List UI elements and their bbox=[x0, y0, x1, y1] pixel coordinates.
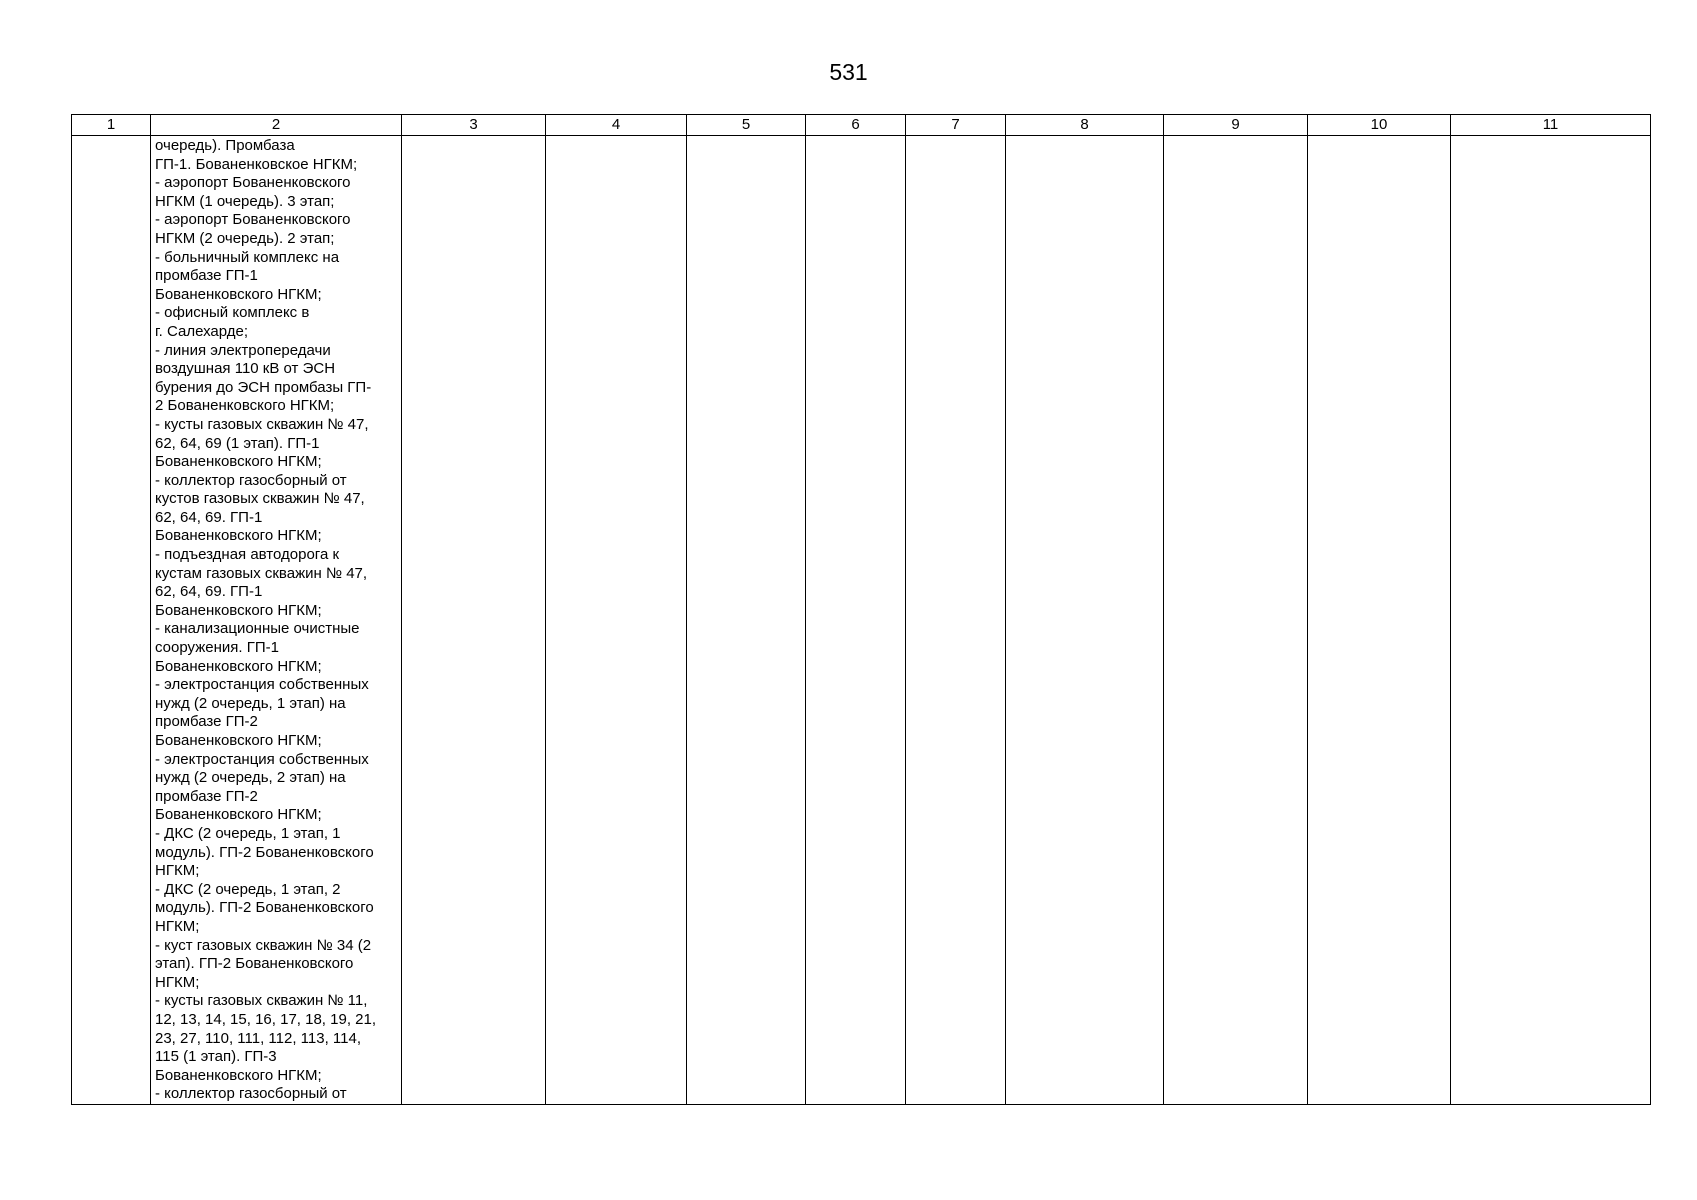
column-header-3: 3 bbox=[402, 115, 546, 136]
cell-line: - коллектор газосборный от bbox=[155, 1085, 347, 1103]
cell-line: 62, 64, 69 (1 этап). ГП-1 bbox=[155, 434, 320, 452]
cell-line: - куст газовых скважин № 34 (2 bbox=[155, 936, 372, 954]
cell-line: - ДКС (2 очередь, 1 этап, 2 bbox=[155, 880, 341, 898]
cell-line: - кусты газовых скважин № 11, bbox=[155, 992, 368, 1010]
cell-line: кустов газовых скважин № 47, bbox=[155, 490, 365, 508]
cell-line: - канализационные очистные bbox=[155, 620, 360, 638]
header-row bbox=[72, 115, 1651, 136]
cell-line: НГКМ; bbox=[155, 973, 200, 991]
cell-line: - подъездная автодорога к bbox=[155, 546, 340, 564]
cell-line: - офисный комплекс в bbox=[155, 304, 310, 322]
cell-line: 12, 13, 14, 15, 16, 17, 18, 19, 21, bbox=[155, 1010, 377, 1028]
cell-line: промбазе ГП-1 bbox=[155, 267, 258, 285]
cell-col-9 bbox=[1164, 136, 1308, 1105]
cell-line: - электростанция собственных bbox=[155, 676, 369, 694]
cell-col-5 bbox=[687, 136, 806, 1105]
cell-line: ГП-1. Бованенковское НГКМ; bbox=[155, 155, 358, 173]
cell-line: - аэропорт Бованенковского bbox=[155, 174, 351, 192]
column-header-6: 6 bbox=[806, 115, 906, 136]
cell-line: модуль). ГП-2 Бованенковского bbox=[155, 899, 374, 917]
cell-line: Бованенковского НГКМ; bbox=[155, 601, 322, 619]
cell-line: 2 Бованенковского НГКМ; bbox=[155, 397, 335, 415]
cell-line: - линия электропередачи bbox=[155, 341, 331, 359]
cell-line: промбазе ГП-2 bbox=[155, 713, 258, 731]
cell-line: нужд (2 очередь, 2 этап) на bbox=[155, 769, 346, 787]
cell-line: Бованенковского НГКМ; bbox=[155, 657, 322, 675]
cell-line: НГКМ; bbox=[155, 862, 200, 880]
table-row bbox=[72, 136, 1651, 1105]
cell-col-7 bbox=[906, 136, 1006, 1105]
column-header-4: 4 bbox=[546, 115, 687, 136]
cell-line: очередь). Промбаза bbox=[155, 137, 295, 154]
object-list-text bbox=[151, 136, 401, 1104]
cell-line: г. Салехарде; bbox=[155, 322, 249, 340]
cell-line: бурения до ЭСН промбазы ГП- bbox=[155, 378, 372, 396]
column-header-7: 7 bbox=[906, 115, 1006, 136]
cell-col-10 bbox=[1308, 136, 1451, 1105]
cell-line: Бованенковского НГКМ; bbox=[155, 1066, 322, 1084]
column-header-11: 11 bbox=[1451, 115, 1651, 136]
cell-line: - аэропорт Бованенковского bbox=[155, 211, 351, 229]
cell-line: 23, 27, 110, 111, 112, 113, 114, bbox=[155, 1029, 362, 1047]
data-table bbox=[71, 114, 1651, 1105]
cell-line: - коллектор газосборный от bbox=[155, 471, 347, 489]
cell-col-1 bbox=[72, 136, 151, 1105]
column-header-5: 5 bbox=[687, 115, 806, 136]
column-header-8: 8 bbox=[1006, 115, 1164, 136]
cell-line: НГКМ (1 очередь). 3 этап; bbox=[155, 192, 335, 210]
cell-line: Бованенковского НГКМ; bbox=[155, 527, 322, 545]
cell-line: - ДКС (2 очередь, 1 этап, 1 bbox=[155, 824, 341, 842]
cell-line: - больничный комплекс на bbox=[155, 248, 340, 266]
column-header-10: 10 bbox=[1308, 115, 1451, 136]
cell-col-8 bbox=[1006, 136, 1164, 1105]
cell-line: 115 (1 этап). ГП-3 bbox=[155, 1048, 277, 1066]
cell-line: кустам газовых скважин № 47, bbox=[155, 564, 368, 582]
cell-line: НГКМ (2 очередь). 2 этап; bbox=[155, 229, 335, 247]
cell-line: Бованенковского НГКМ; bbox=[155, 806, 322, 824]
cell-line: воздушная 110 кВ от ЭСН bbox=[155, 360, 336, 378]
cell-line: нужд (2 очередь, 1 этап) на bbox=[155, 694, 346, 712]
cell-line: модуль). ГП-2 Бованенковского bbox=[155, 843, 374, 861]
cell-col-11 bbox=[1451, 136, 1651, 1105]
cell-line: 62, 64, 69. ГП-1 bbox=[155, 583, 263, 601]
cell-line: этап). ГП-2 Бованенковского bbox=[155, 955, 354, 973]
cell-line: - кусты газовых скважин № 47, bbox=[155, 415, 369, 433]
cell-col-4 bbox=[546, 136, 687, 1105]
cell-line: 62, 64, 69. ГП-1 bbox=[155, 508, 263, 526]
page-number: 531 bbox=[829, 59, 868, 85]
column-header-9: 9 bbox=[1164, 115, 1308, 136]
cell-col-3 bbox=[402, 136, 546, 1105]
cell-line: сооружения. ГП-1 bbox=[155, 639, 279, 657]
column-header-2: 2 bbox=[151, 115, 402, 136]
column-header-1: 1 bbox=[72, 115, 151, 136]
cell-line: промбазе ГП-2 bbox=[155, 787, 258, 805]
cell-col-2 bbox=[151, 136, 402, 1105]
cell-line: Бованенковского НГКМ; bbox=[155, 453, 322, 471]
cell-col-6 bbox=[806, 136, 906, 1105]
cell-line: Бованенковского НГКМ; bbox=[155, 732, 322, 749]
cell-line: - электростанция собственных bbox=[155, 750, 369, 768]
cell-line: Бованенковского НГКМ; bbox=[155, 285, 322, 303]
cell-line: НГКМ; bbox=[155, 917, 200, 935]
